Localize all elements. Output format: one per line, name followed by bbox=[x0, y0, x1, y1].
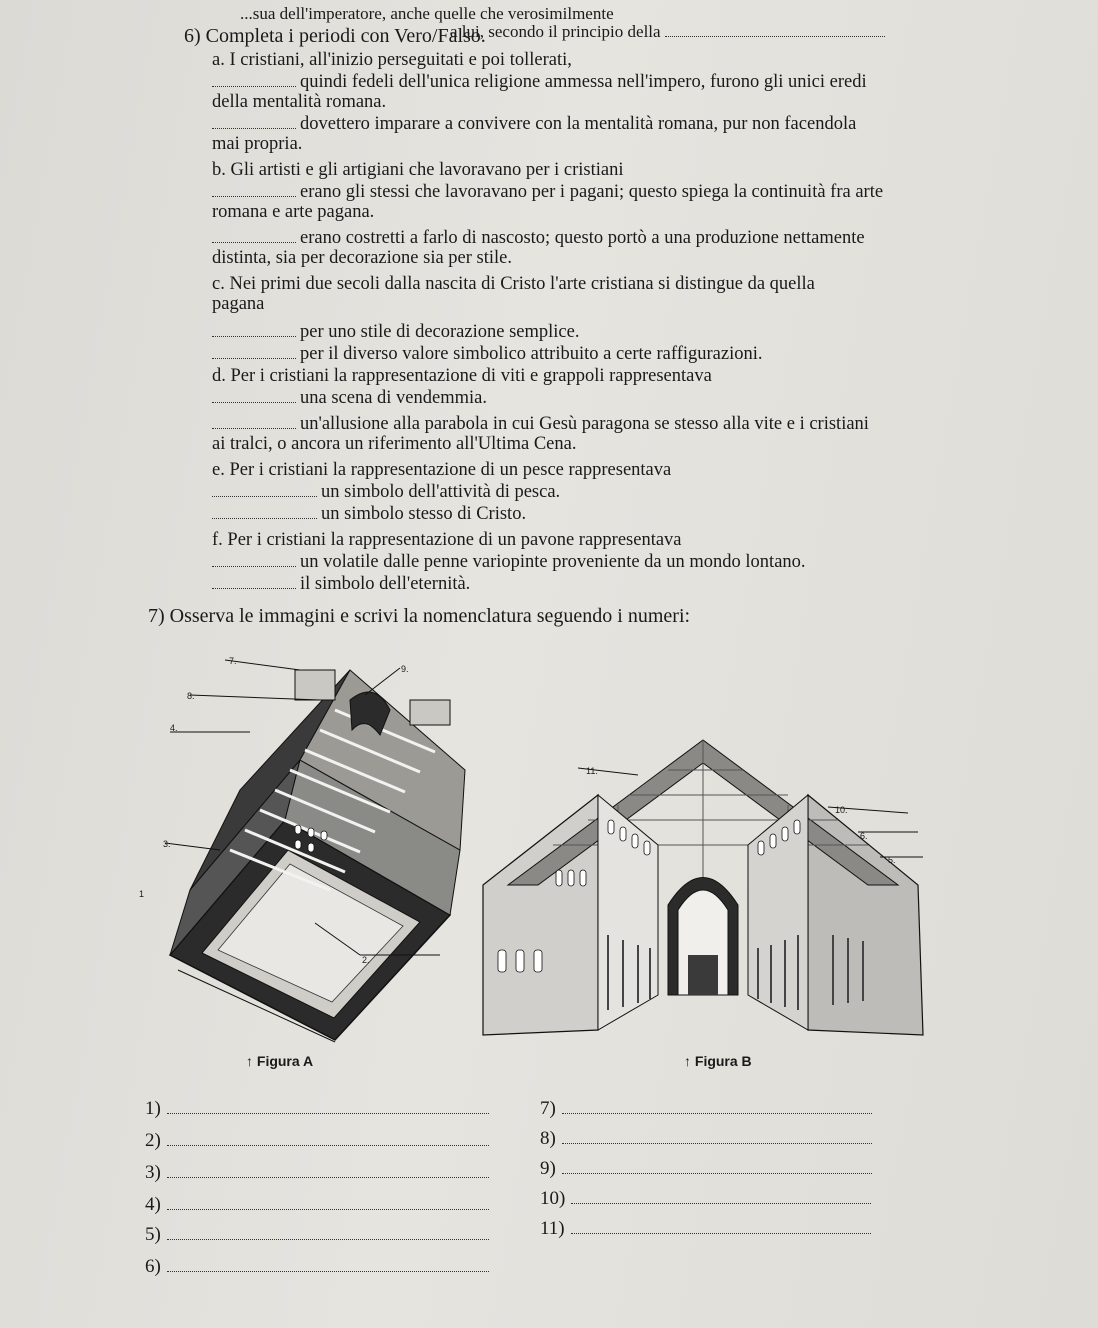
q6-a-intro: a. I cristiani, all'inizio perseguitati e poi tollerati, bbox=[212, 50, 572, 70]
answer-blank[interactable] bbox=[212, 358, 296, 359]
q6-d-intro: d. Per i cristiani la rappresentazione di viti e grappoli rappresentava bbox=[212, 366, 712, 386]
q6-d2: un'allusione alla parabola in cui Gesù paragona se stesso alla vite e i cristiani bbox=[212, 414, 869, 434]
q6-a2: dovettero imparare a convivere con la mentalità romana, pur non facendola bbox=[212, 114, 856, 134]
answer-blank[interactable] bbox=[212, 588, 296, 589]
answer-line-1[interactable]: 1) bbox=[145, 1098, 489, 1120]
answer-line-8[interactable]: 8) bbox=[540, 1128, 872, 1150]
q6-f-intro: f. Per i cristiani la rappresentazione di un pavone rappresentava bbox=[212, 530, 682, 550]
q6-c-intro: c. Nei primi due secoli dalla nascita di Cristo l'arte cristiana si distingue da quella bbox=[212, 274, 815, 294]
answer-blank[interactable] bbox=[212, 242, 296, 243]
q6-a1b: della mentalità romana. bbox=[212, 92, 387, 112]
q6-e1: un simbolo dell'attività di pesca. bbox=[212, 482, 560, 502]
top-fragment-2: a lui, secondo il principio della bbox=[450, 22, 889, 42]
top-fragment-1: ...sua dell'imperatore, anche quelle che verosimilmente bbox=[240, 4, 614, 23]
figure-a-label-3: 3. bbox=[163, 839, 171, 849]
figure-a-label-8: 8. bbox=[187, 691, 195, 701]
answer-blank[interactable] bbox=[212, 86, 296, 87]
q6-e-intro: e. Per i cristiani la rappresentazione di un pesce rappresentava bbox=[212, 460, 672, 480]
answer-blank[interactable] bbox=[212, 518, 317, 519]
answer-blank[interactable] bbox=[212, 402, 296, 403]
answer-line-7[interactable]: 7) bbox=[540, 1098, 872, 1120]
figure-a-label-2: 2. bbox=[362, 955, 370, 965]
answer-blank[interactable] bbox=[212, 428, 296, 429]
figure-a-label-1: 1 bbox=[139, 889, 145, 899]
q6-d2b: ai tralci, o ancora un riferimento all'Ultima Cena. bbox=[212, 434, 577, 454]
answer-line-10[interactable]: 10) bbox=[540, 1188, 871, 1210]
q6-e2: un simbolo stesso di Cristo. bbox=[212, 504, 526, 524]
figure-a-label-7: 7. bbox=[229, 656, 237, 666]
figure-b-drawing bbox=[478, 735, 928, 1045]
q6-c-intro-b: pagana bbox=[212, 294, 265, 314]
answer-line-11[interactable]: 11) bbox=[540, 1218, 871, 1240]
figure-a-caption: ↑ Figura A bbox=[246, 1053, 314, 1069]
answer-line-3[interactable]: 3) bbox=[145, 1162, 489, 1184]
q6-b1: erano gli stessi che lavoravano per i pagani; questo spiega la continuità fra arte bbox=[212, 182, 883, 202]
answer-line-9[interactable]: 9) bbox=[540, 1158, 872, 1180]
q6-f2: il simbolo dell'eternità. bbox=[212, 574, 470, 594]
answer-blank[interactable] bbox=[212, 566, 296, 567]
q7-title: 7) Osserva le immagini e scrivi la nomenclatura seguendo i numeri: bbox=[148, 605, 691, 627]
figure-a-drawing bbox=[120, 640, 490, 1050]
q6-a2b: mai propria. bbox=[212, 134, 303, 154]
q6-a1: quindi fedeli dell'unica religione ammessa nell'impero, furono gli unici eredi bbox=[212, 72, 867, 92]
figure-b-caption: ↑ Figura B bbox=[684, 1053, 752, 1069]
figure-b-label-6: 6. bbox=[860, 831, 868, 841]
answer-blank[interactable] bbox=[212, 336, 296, 337]
answer-line-6[interactable]: 6) bbox=[145, 1256, 489, 1278]
answer-line-4[interactable]: 4) bbox=[145, 1194, 489, 1216]
q6-title: 6) Completa i periodi con Vero/Falso. bbox=[184, 25, 486, 47]
answer-line-2[interactable]: 2) bbox=[145, 1130, 489, 1152]
figure-a-label-4: 4. bbox=[170, 723, 178, 733]
q6-f1: un volatile dalle penne variopinte proveniente da un mondo lontano. bbox=[212, 552, 806, 572]
q6-b2: erano costretti a farlo di nascosto; questo portò a una produzione nettamente bbox=[212, 228, 865, 248]
q6-c2: per il diverso valore simbolico attribuito a certe raffigurazioni. bbox=[212, 344, 763, 364]
answer-blank[interactable] bbox=[212, 128, 296, 129]
q6-b1b: romana e arte pagana. bbox=[212, 202, 375, 222]
figure-b-label-5: 5. bbox=[888, 855, 896, 865]
q6-b2b: distinta, sia per decorazione sia per stile. bbox=[212, 248, 513, 268]
q6-d1: una scena di vendemmia. bbox=[212, 388, 487, 408]
q6-c1: per uno stile di decorazione semplice. bbox=[212, 322, 579, 342]
q6-b-intro: b. Gli artisti e gli artigiani che lavoravano per i cristiani bbox=[212, 160, 624, 180]
figure-b-label-11: 11. bbox=[586, 766, 598, 776]
figure-b-label-10: 10. bbox=[835, 805, 848, 815]
answer-line-5[interactable]: 5) bbox=[145, 1224, 489, 1246]
answer-blank[interactable] bbox=[212, 196, 296, 197]
figure-a-label-9: 9. bbox=[401, 664, 409, 674]
answer-blank[interactable] bbox=[212, 496, 317, 497]
